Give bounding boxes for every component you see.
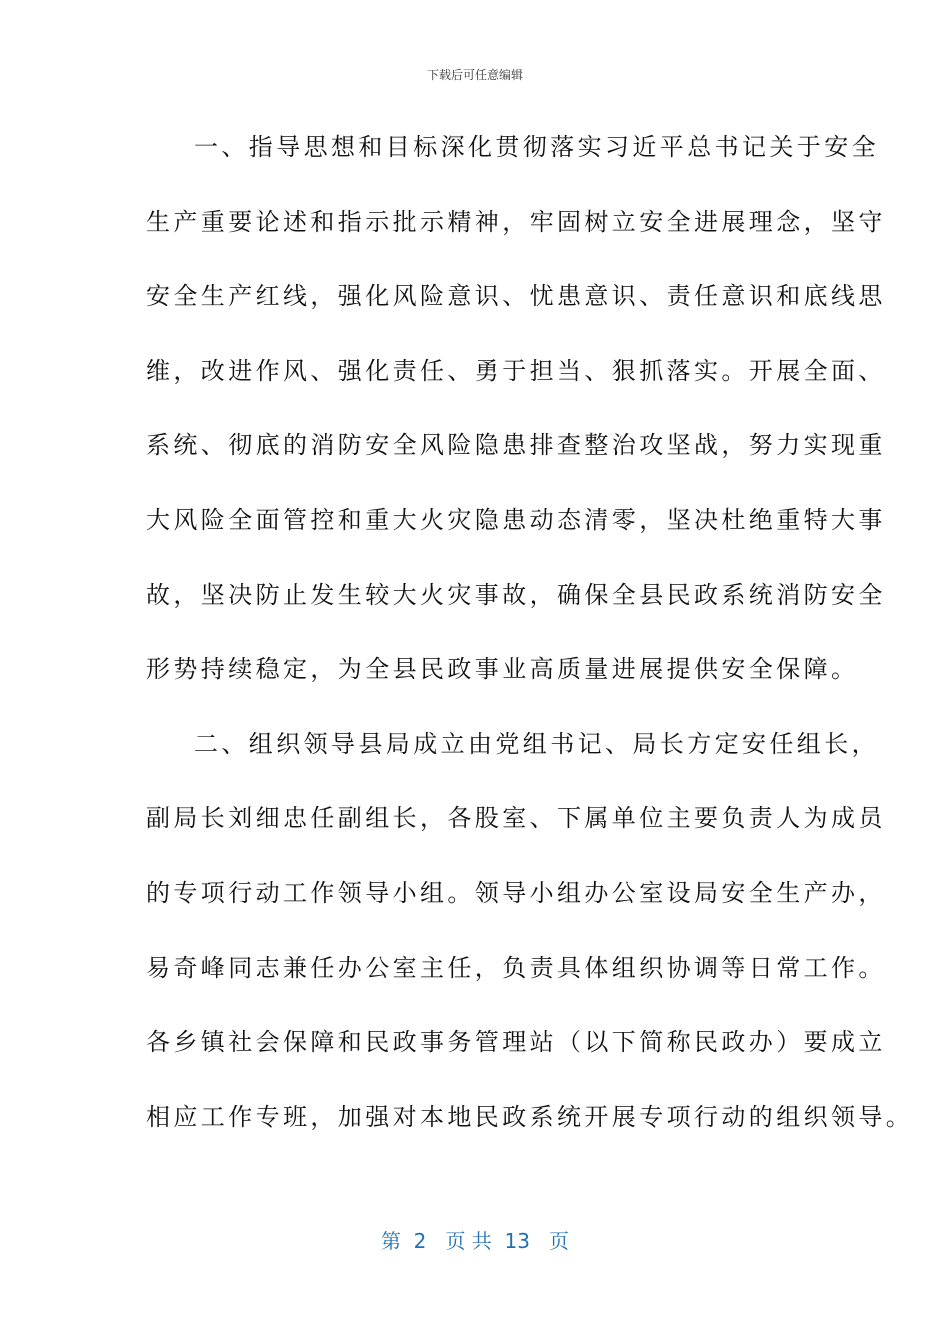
text-line: 各乡镇社会保障和民政事务管理站（以下简称民政办）要成立: [146, 1028, 886, 1057]
text-line: 故，坚决防止发生较大火灾事故，确保全县民政系统消防安全: [146, 580, 886, 609]
page-number-footer: 第 2 页 共 13 页: [380, 1229, 570, 1253]
page-header-note: 下载后可任意编辑: [426, 68, 523, 82]
text-line: 副局长刘细忠任副组长，各股室、下属单位主要负责人为成员: [146, 804, 886, 833]
text-line: 系统、彻底的消防安全风险隐患排查整治攻坚战，努力实现重: [146, 431, 886, 460]
text-line: 维，改进作风、强化责任、勇于担当、狠抓落实。开展全面、: [146, 356, 886, 385]
text-line: 大风险全面管控和重大火灾隐患动态清零，坚决杜绝重特大事: [146, 505, 886, 534]
text-line: 相应工作专班，加强对本地民政系统开展专项行动的组织领导。: [146, 1102, 914, 1131]
paragraph-2-heading-line: 二、组织领导县局成立由党组书记、局长方定安任组长，: [194, 729, 879, 758]
text-line: 的专项行动工作领导小组。领导小组办公室设局安全生产办，: [146, 878, 886, 907]
text-line: 易奇峰同志兼任办公室主任，负责具体组织协调等日常工作。: [146, 953, 886, 982]
paragraph-1-heading-line: 一、指导思想和目标深化贯彻落实习近平总书记关于安全: [194, 133, 879, 161]
document-body: [146, 122, 914, 1166]
text-line: 安全生产红线，强化风险意识、忧患意识、责任意识和底线思: [146, 282, 886, 311]
text-line: 生产重要论述和指示批示精神，牢固树立安全进展理念，坚守: [146, 207, 886, 236]
text-line: 形势持续稳定，为全县民政事业高质量进展提供安全保障。: [146, 655, 859, 684]
